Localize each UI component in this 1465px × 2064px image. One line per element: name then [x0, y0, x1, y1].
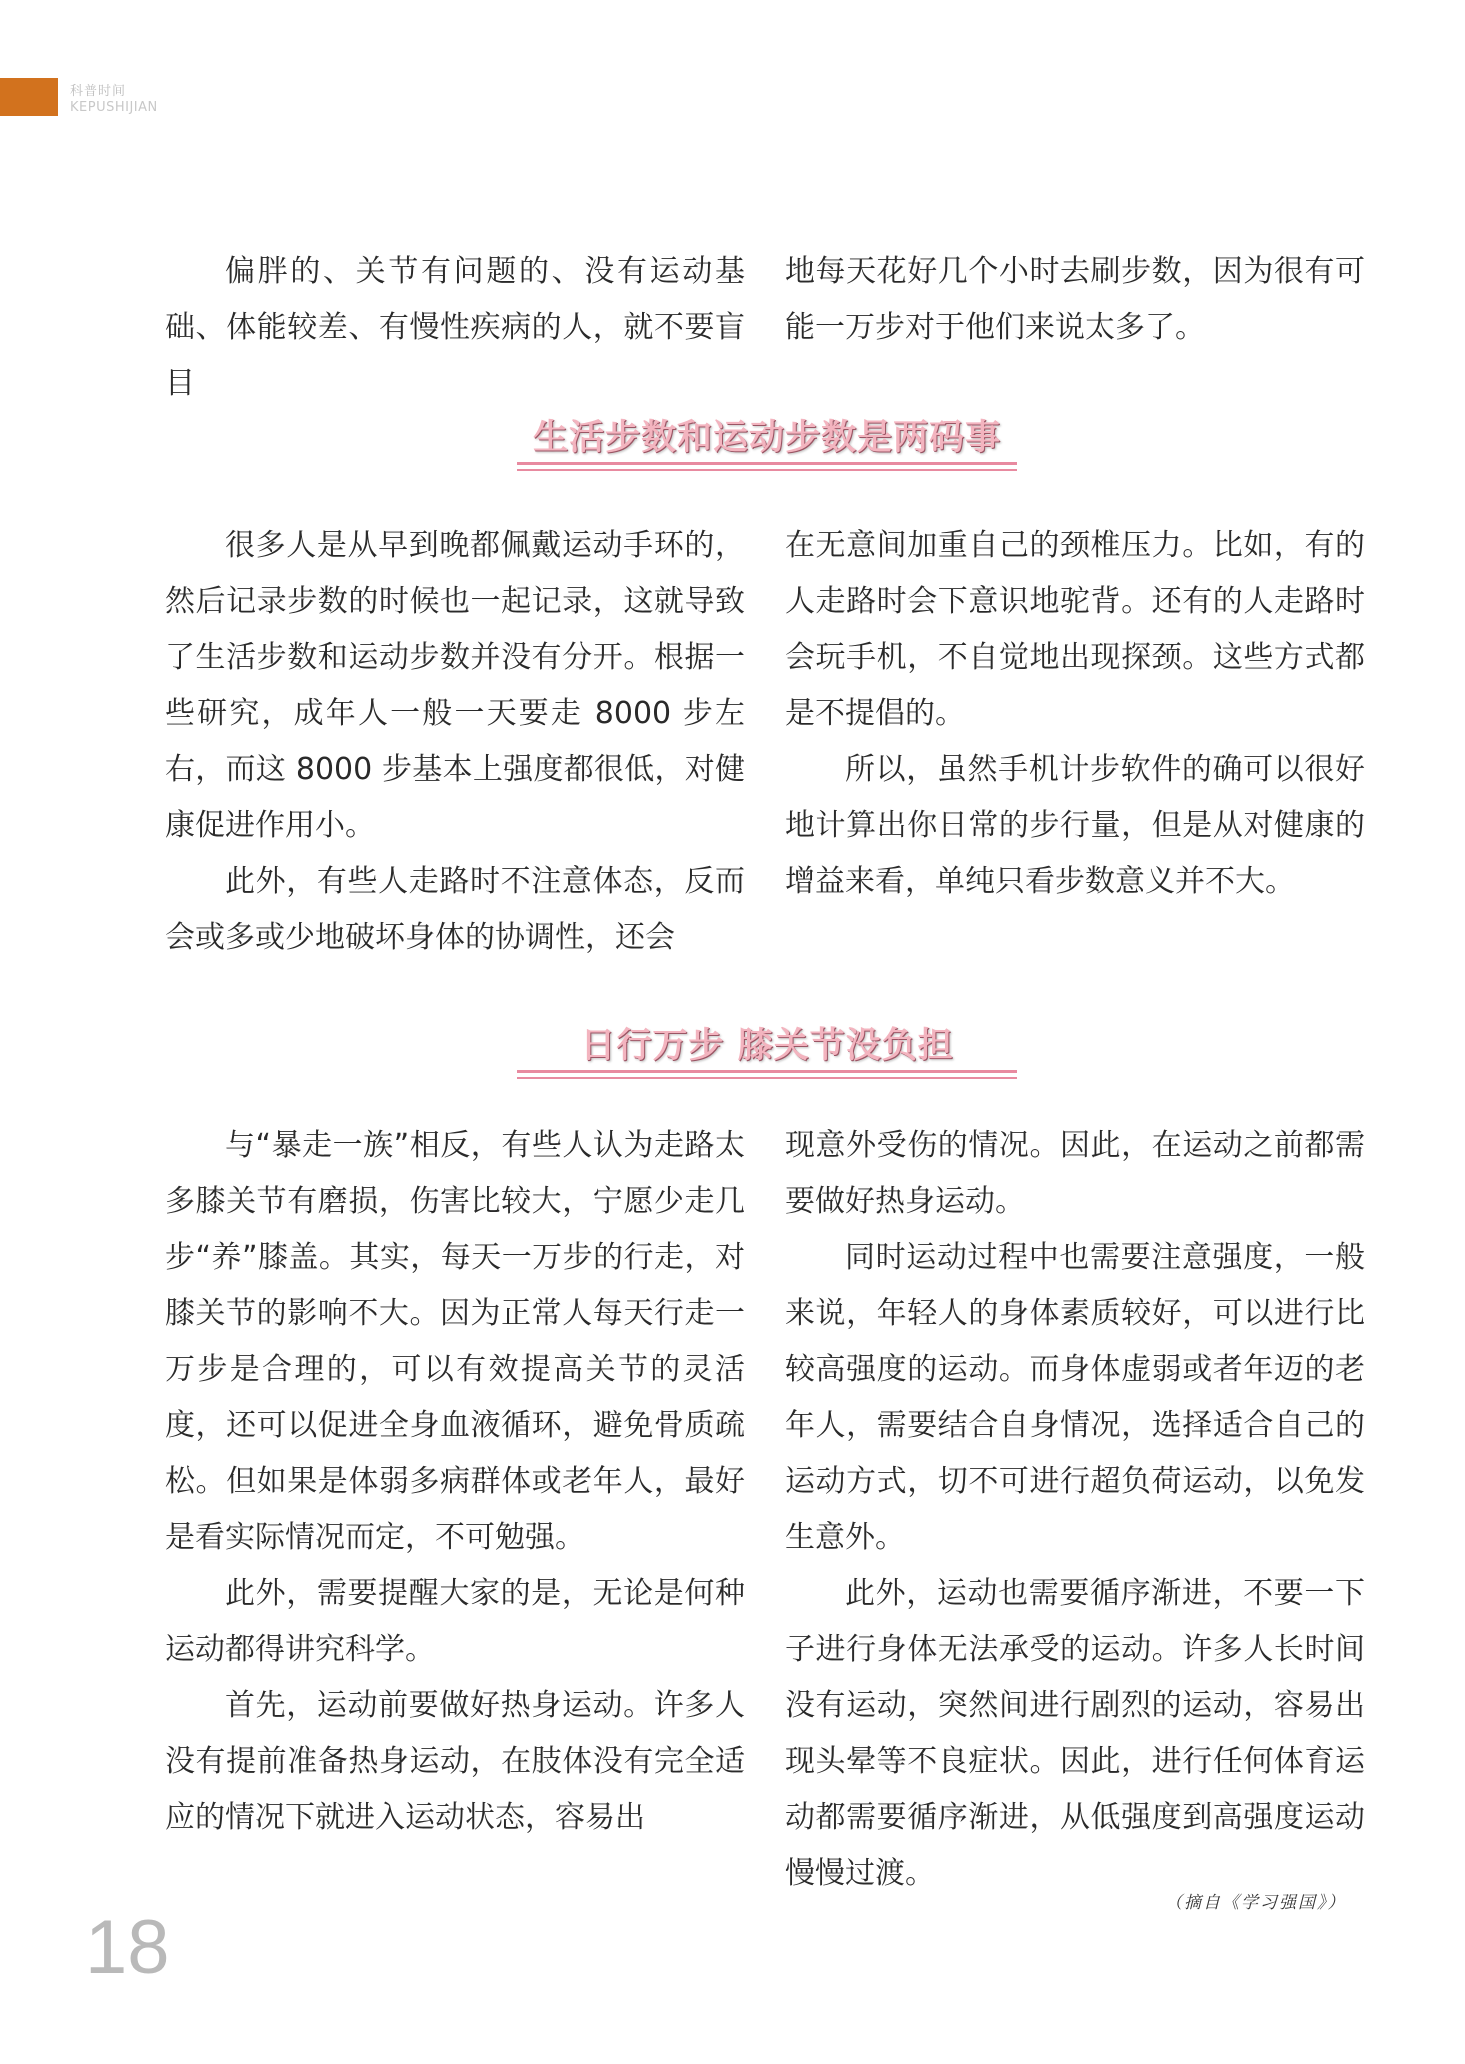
section2-right-column — [785, 1118, 1365, 1902]
header-title-en: KEPUSHIJIAN — [70, 100, 158, 115]
paragraph: 所以，虽然手机计步软件的确可以很好地计算出你日常的步行量，但是从对健康的增益来看，单纯只看步数意义并不大。 — [785, 752, 1365, 899]
heading-rule — [517, 1077, 1017, 1079]
section1-left-column — [165, 518, 745, 966]
intro-left-column — [165, 244, 745, 412]
paragraph: 此外，需要提醒大家的是，无论是何种运动都得讲究科学。 — [165, 1576, 745, 1667]
section-heading: 生活步数和运动步数是两码事 — [532, 417, 1001, 458]
paragraph: 在无意间加重自己的颈椎压力。比如，有的人走路时会下意识地驼背。还有的人走路时会玩手机，不自觉地出现探颈。这些方式都是不提倡的。 — [785, 528, 1365, 731]
heading-rule — [517, 469, 1017, 471]
section1-block — [165, 518, 1365, 966]
paragraph: 很多人是从早到晚都佩戴运动手环的，然后记录步数的时候也一起记录，这就导致了生活步数和运动步数并没有分开。根据一些研究，成年人一般一天要走 8000 步左右，而这 8000 步基本上强度都很低，对健康促进作用小。 — [165, 528, 745, 843]
paragraph: 首先，运动前要做好热身运动。许多人没有提前准备热身运动，在肢体没有完全适应的情况下就进入运动状态，容易出 — [165, 1688, 745, 1835]
paragraph: 现意外受伤的情况。因此，在运动之前都需要做好热身运动。 — [785, 1128, 1365, 1219]
section2-left-column — [165, 1118, 745, 1902]
paragraph: 同时运动过程中也需要注意强度，一般来说，年轻人的身体素质较好，可以进行比较高强度的运动。而身体虚弱或者年迈的老年人，需要结合自身情况，选择适合自己的运动方式，切不可进行超负荷运动，以免发生意外。 — [785, 1240, 1365, 1555]
section2-block — [165, 1118, 1365, 1902]
heading-rule — [517, 1070, 1017, 1073]
paragraph: 偏胖的、关节有问题的、没有运动基础、体能较差、有慢性疾病的人，就不要盲目 — [165, 254, 745, 401]
section-heading: 日行万步 膝关节没负担 — [580, 1025, 954, 1066]
header-color-block — [0, 78, 58, 116]
section1-right-column — [785, 518, 1365, 966]
paragraph: 此外，运动也需要循序渐进，不要一下子进行身体无法承受的运动。许多人长时间没有运动，突然间进行剧烈的运动，容易出现头晕等不良症状。因此，进行任何体育运动都需要循序渐进，从低强度到高强度运动慢慢过渡。 — [785, 1576, 1365, 1891]
paragraph: 此外，有些人走路时不注意体态，反而会或多或少地破坏身体的协调性，还会 — [165, 864, 745, 955]
paragraph: 与“暴走一族”相反，有些人认为走路太多膝关节有磨损，伤害比较大，宁愿少走几步“养”膝盖。其实，每天一万步的行走，对膝关节的影响不大。因为正常人每天行走一万步是合理的，可以有效提高关节的灵活度，还可以促进全身血液循环，避免骨质疏松。但如果是体弱多病群体或老年人，最好是看实际情况而定，不可勉强。 — [165, 1128, 745, 1555]
source-citation: （摘自《学习强国》） — [1165, 1893, 1347, 1913]
paragraph: 地每天花好几个小时去刷步数，因为很有可能一万步对于他们来说太多了。 — [785, 254, 1365, 345]
heading-rule — [517, 462, 1017, 465]
page-number: 18 — [85, 1905, 170, 1990]
header-title-cn: 科普时间 — [70, 84, 127, 99]
intro-right-column — [785, 244, 1365, 412]
intro-block — [165, 244, 1365, 412]
